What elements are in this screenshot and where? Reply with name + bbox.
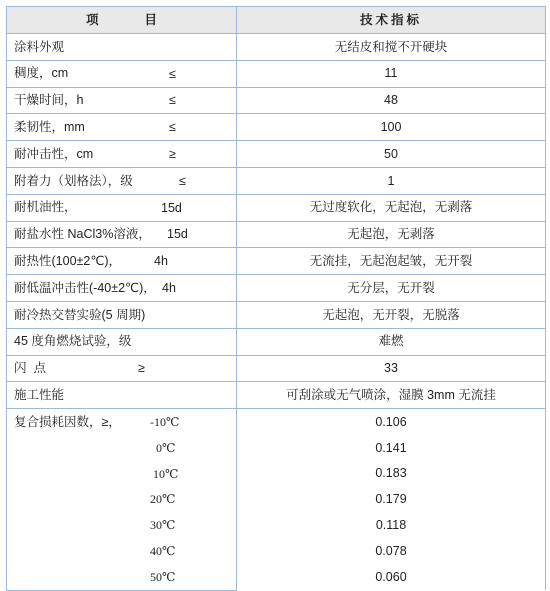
loss-factor-temp: 30℃ — [150, 518, 176, 533]
loss-factor-temp: 20℃ — [150, 492, 176, 507]
loss-factor-value: 0.118 — [237, 512, 546, 538]
loss-factor-temp: 10℃ — [153, 466, 179, 481]
loss-factor-cell — [7, 435, 237, 461]
row-condition: 4h — [154, 254, 168, 269]
row-item: 耐机油性， 15d — [7, 194, 237, 221]
loss-factor-value: 0.183 — [237, 461, 546, 487]
row-item: 施工性能 — [7, 382, 237, 409]
loss-factor-cell — [7, 487, 237, 513]
row-spec: 48 — [237, 87, 546, 114]
row-item: 耐热性(100±2℃)， 4h — [7, 248, 237, 275]
row-item: 耐低温冲击性(-40±2℃)， 4h — [7, 275, 237, 302]
row-spec: 1 — [237, 167, 546, 194]
row-symbol: ≤ — [169, 93, 176, 108]
loss-factor-value: 0.060 — [237, 564, 546, 590]
row-symbol: ≤ — [169, 120, 176, 135]
loss-factor-temp: 50℃ — [150, 569, 176, 584]
row-item: 耐盐水性 NaCl3%溶液， 15d — [7, 221, 237, 248]
row-symbol: ≥ — [169, 146, 176, 161]
table-row — [7, 87, 546, 114]
table-row — [7, 248, 546, 275]
row-spec: 11 — [237, 60, 546, 87]
loss-factor-cell — [7, 461, 237, 487]
table-row — [7, 328, 546, 355]
row-item: 耐冷热交替实验(5 周期) — [7, 301, 237, 328]
table-row — [7, 461, 546, 487]
loss-factor-cell — [7, 409, 237, 435]
table-row — [7, 114, 546, 141]
table-row — [7, 60, 546, 87]
row-spec: 100 — [237, 114, 546, 141]
table-row — [7, 167, 546, 194]
row-spec: 无起泡，无剥落 — [237, 221, 546, 248]
loss-factor-value: 0.141 — [237, 435, 546, 461]
row-spec: 无过度软化，无起泡，无剥落 — [237, 194, 546, 221]
loss-factor-temp: 40℃ — [150, 544, 176, 559]
row-condition: 15d — [167, 227, 188, 242]
table-row — [7, 194, 546, 221]
loss-factor-value: 0.078 — [237, 538, 546, 564]
header-item-b: 目 — [144, 12, 158, 27]
row-item: 耐冲击性，cm ≥ — [7, 141, 237, 168]
loss-factor-temp: 0℃ — [156, 440, 176, 455]
loss-factor-cell — [7, 538, 237, 564]
table-row — [7, 141, 546, 168]
row-spec: 无结皮和搅不开硬块 — [237, 34, 546, 61]
spec-table — [6, 6, 546, 591]
row-spec: 难燃 — [237, 328, 546, 355]
header-item — [7, 7, 237, 34]
table-row — [7, 487, 546, 513]
header-spec: 技术指标 — [237, 7, 546, 34]
loss-factor-temp: -10℃ — [150, 415, 180, 430]
table-row — [7, 435, 546, 461]
row-spec: 无流挂，无起泡起皱，无开裂 — [237, 248, 546, 275]
row-spec: 50 — [237, 141, 546, 168]
row-symbol: ≤ — [169, 66, 176, 81]
table-row — [7, 355, 546, 382]
table-row — [7, 382, 546, 409]
table-header-row — [7, 7, 546, 34]
row-item: 闪 点 ≥ — [7, 355, 237, 382]
row-spec: 无起泡，无开裂，无脱落 — [237, 301, 546, 328]
table-row — [7, 538, 546, 564]
header-item-a: 项 — [85, 12, 99, 27]
row-item: 涂料外观 — [7, 34, 237, 61]
loss-factor-value: 0.106 — [237, 409, 546, 435]
row-symbol: ≤ — [179, 173, 186, 188]
row-symbol: ≥ — [138, 361, 145, 376]
table-row — [7, 564, 546, 590]
row-spec: 无分层，无开裂 — [237, 275, 546, 302]
row-condition: 15d — [161, 200, 182, 215]
loss-factor-cell — [7, 512, 237, 538]
loss-factor-cell — [7, 564, 237, 590]
table-row — [7, 409, 546, 435]
row-spec: 33 — [237, 355, 546, 382]
row-item: 45 度角燃烧试验，级 — [7, 328, 237, 355]
loss-factor-label: 复合损耗因数，≥， — [14, 414, 121, 429]
table-row — [7, 275, 546, 302]
row-item: 附着力（划格法），级 ≤ — [7, 167, 237, 194]
table-row — [7, 221, 546, 248]
row-item: 柔韧性，mm ≤ — [7, 114, 237, 141]
loss-factor-value: 0.179 — [237, 487, 546, 513]
row-spec: 可刮涂或无气喷涂，湿膜 3mm 无流挂 — [237, 382, 546, 409]
row-condition: 4h — [162, 280, 176, 295]
row-item: 干燥时间，h ≤ — [7, 87, 237, 114]
table-row — [7, 34, 546, 61]
table-row — [7, 301, 546, 328]
table-row — [7, 512, 546, 538]
row-item: 稠度，cm ≤ — [7, 60, 237, 87]
